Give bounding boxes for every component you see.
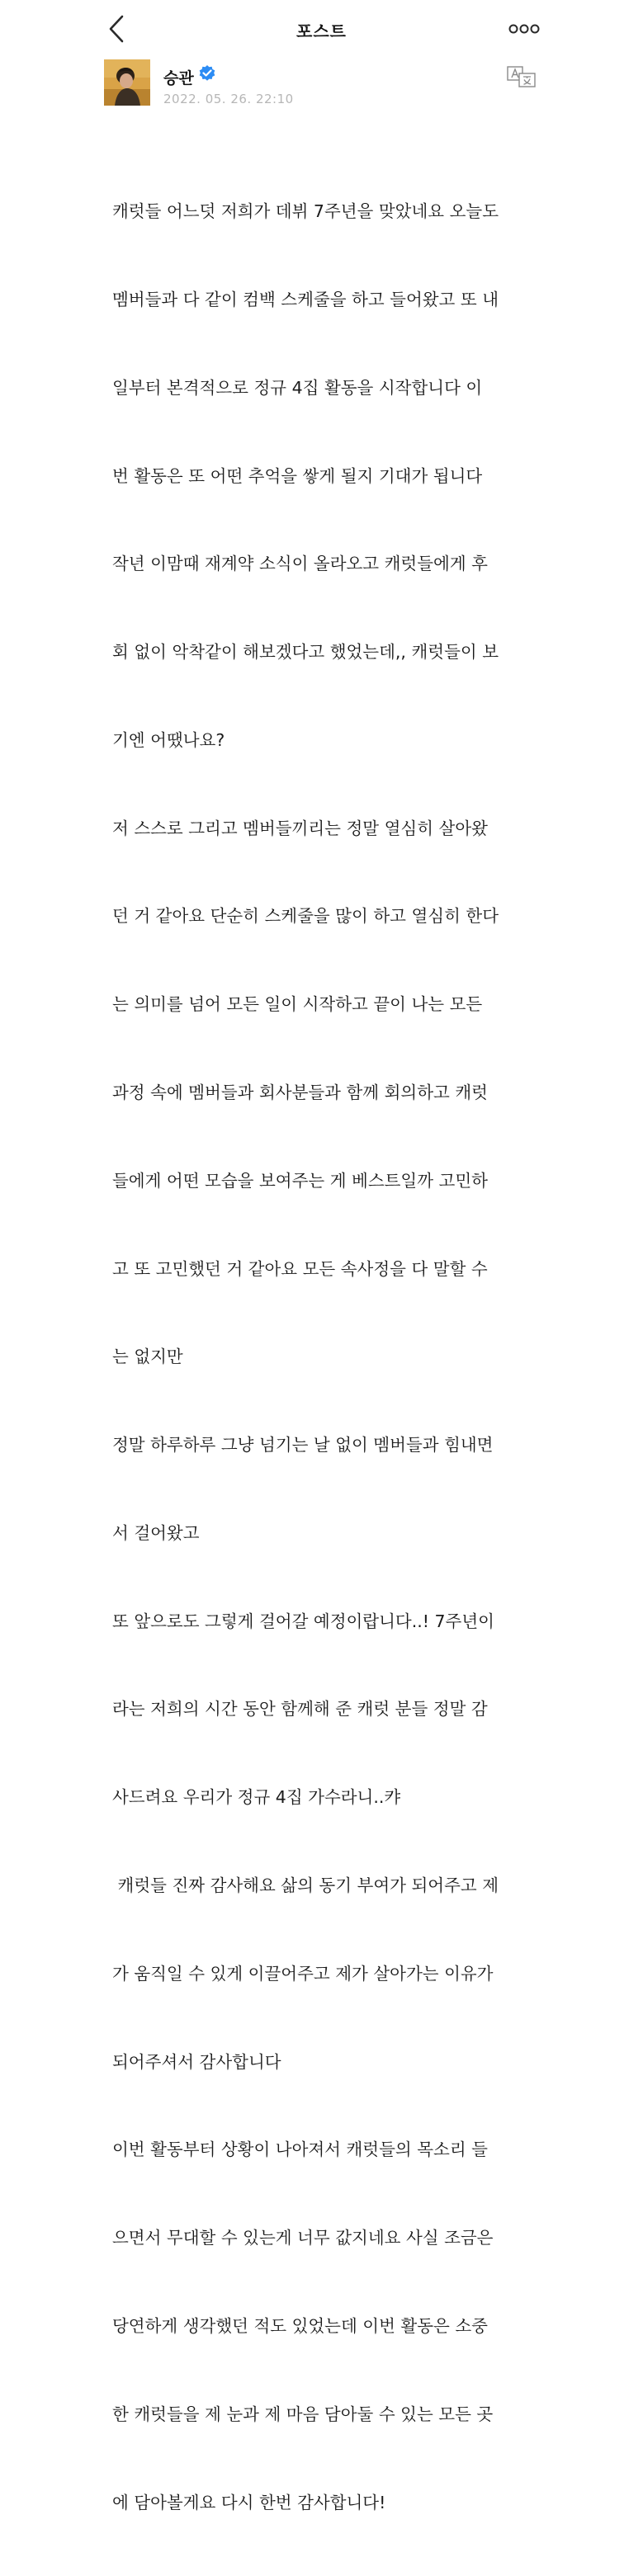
post-line: 저 스스로 그리고 멤버들끼리는 정말 열심히 살아왔: [112, 818, 488, 838]
page-title: 포스트: [296, 21, 347, 41]
post-screen: [96, 0, 547, 2512]
post-line: 과정 속에 멤버들과 회사분들과 함께 회의하고 캐럿: [112, 1083, 488, 1102]
post-line: 는 없지만: [112, 1347, 183, 1367]
post-line: 고 또 고민했던 거 같아요 모든 속사정을 다 말할 수: [112, 1258, 488, 1279]
more-options-button[interactable]: [508, 18, 541, 40]
post-line: 일부터 본격적으로 정규 4집 활동을 시작합니다 이: [112, 377, 483, 398]
post-line: 에 담아볼게요 다시 한번 감사합니다!: [112, 2492, 386, 2512]
profile-avatar-icon: [104, 59, 150, 106]
top-bar: [96, 0, 547, 59]
avatar[interactable]: [104, 59, 150, 106]
post-line: 는 의미를 넘어 모든 일이 시작하고 끝이 나는 모든: [112, 994, 483, 1015]
post-line: 되어주셔서 감사합니다: [112, 2051, 281, 2072]
post-line: 멤버들과 다 같이 컴백 스케줄을 하고 들어왔고 또 내: [112, 289, 499, 309]
post-line: 캐럿들 진짜 감사해요 삶의 동기 부여가 되어주고 제: [112, 1875, 499, 1896]
post-line: 정말 하루하루 그냥 넘기는 날 없이 멤버들과 힘내면: [112, 1435, 494, 1455]
post-line: 번 활동은 또 어떤 추억을 쌓게 될지 기대가 됩니다: [112, 465, 483, 486]
post-line: 던 거 같아요 단순히 스케줄을 많이 하고 열심히 한다: [112, 906, 499, 927]
post-line: 라는 저희의 시간 동안 함께해 준 캐럿 분들 정말 감: [112, 1699, 488, 1720]
post-line: 이번 활동부터 상황이 나아져서 캐럿들의 목소리 들: [112, 2140, 488, 2160]
post-line: 당연하게 생각했던 적도 있었는데 이번 활동은 소중: [112, 2315, 488, 2336]
post-line: 또 앞으로도 그렇게 걸어갈 예정이랍니다..! 7주년이: [112, 1611, 494, 1631]
translate-button[interactable]: [506, 64, 539, 89]
post-line: 들에게 어떤 모습을 보여주는 게 베스트일까 고민하: [112, 1170, 488, 1191]
author-name[interactable]: 승관: [163, 69, 194, 87]
post-line: 서 걸어왔고: [112, 1522, 200, 1543]
post-line: 한 캐럿들을 제 눈과 제 마음 담아둘 수 있는 모든 곳: [112, 2404, 494, 2424]
post-content: [112, 139, 541, 2576]
author-row: [96, 59, 547, 117]
more-dots-icon: [508, 18, 541, 40]
translate-icon: [506, 64, 539, 89]
post-line: 가 움직일 수 있게 이끌어주고 제가 살아가는 이유가: [112, 1963, 494, 1984]
post-line: 회 없이 악착같이 해보겠다고 했었는데,, 캐럿들이 보: [112, 642, 499, 663]
post-line: 기엔 어땠나요?: [112, 729, 225, 750]
post-line: 으면서 무대할 수 있는게 너무 값지네요 사실 조금은: [112, 2228, 494, 2248]
post-line: 캐럿들 어느덧 저희가 데뷔 7주년을 맞았네요 오늘도: [112, 201, 499, 222]
post-line: 사드려요 우리가 정규 4집 가수라니..캬: [112, 1787, 401, 1808]
verified-badge-icon: [198, 64, 216, 83]
post-line: 작년 이맘때 재계약 소식이 올라오고 캐럿들에게 후: [112, 554, 488, 574]
post-timestamp: 2022. 05. 26. 22:10: [163, 92, 294, 106]
